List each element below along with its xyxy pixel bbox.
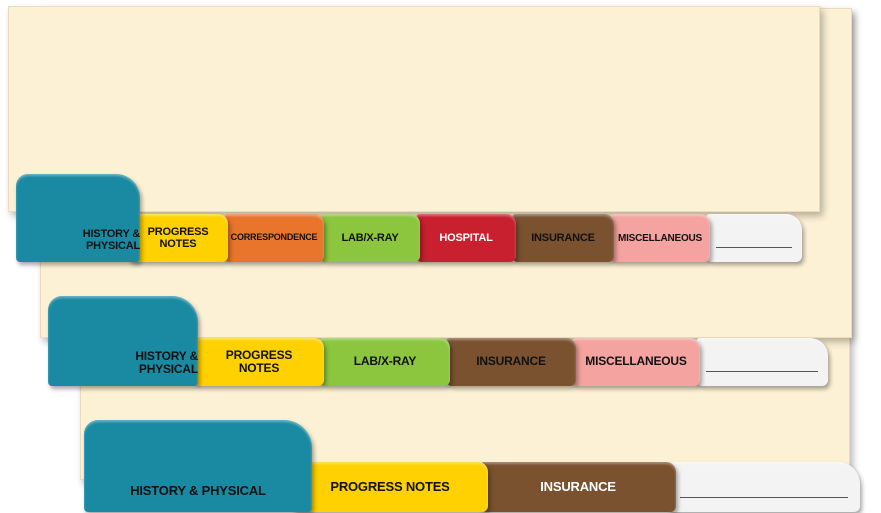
tab-label-line1: PROGRESS — [147, 225, 209, 238]
tab-history-physical-row3[interactable] — [84, 420, 312, 512]
tab-insurance-row3[interactable] — [480, 462, 676, 512]
tab-progress-notes-row3[interactable] — [292, 462, 488, 512]
tab-insurance-row2[interactable] — [446, 338, 576, 386]
tab-label: MISCELLANEOUS — [617, 232, 703, 244]
blank-write-line — [680, 497, 848, 498]
tab-progress-notes-row1[interactable] — [128, 214, 228, 262]
tab-label: CORRESPONDENCE — [230, 232, 318, 243]
tab-label-line1: PROGRESS — [225, 347, 293, 362]
tab-label: INSURANCE — [476, 354, 546, 369]
tab-label-line1: HISTORY & — [82, 227, 140, 240]
tab-label: INSURANCE — [531, 231, 595, 244]
tab-label-line2: NOTES — [238, 361, 280, 375]
tab-label: PROGRESS NOTES — [330, 478, 450, 494]
tab-blank-row2[interactable] — [696, 338, 828, 386]
tab-lab-xray-row2[interactable] — [320, 338, 450, 386]
tab-history-physical-row2[interactable] — [48, 296, 198, 386]
tab-progress-notes-row2[interactable] — [194, 338, 324, 386]
tab-insurance-row1[interactable] — [512, 214, 614, 262]
tab-label: LAB/X-RAY — [353, 354, 417, 369]
tab-miscellaneous-row1[interactable] — [610, 214, 710, 262]
tab-label: INSURANCE — [540, 478, 616, 494]
tab-label: MISCELLANEOUS — [585, 354, 687, 369]
tab-label-line2: PHYSICAL — [138, 361, 198, 376]
blank-write-line — [716, 247, 792, 248]
tab-label: HISTORY & PHYSICAL — [130, 482, 266, 498]
tab-label-line2: NOTES — [159, 238, 197, 250]
blank-write-line — [706, 371, 818, 372]
tab-history-physical-row1[interactable] — [16, 174, 140, 262]
tab-label: HOSPITAL — [439, 231, 493, 244]
tab-hospital-row1[interactable] — [416, 214, 516, 262]
tab-label-line1: HISTORY & — [135, 348, 198, 363]
tab-correspondence-row1[interactable] — [224, 214, 324, 262]
tab-label: LAB/X-RAY — [341, 231, 399, 244]
tab-lab-xray-row1[interactable] — [320, 214, 420, 262]
tab-miscellaneous-row2[interactable] — [572, 338, 700, 386]
tab-blank-row3[interactable] — [668, 462, 860, 512]
tab-blank-row1[interactable] — [706, 214, 802, 262]
tab-label-line2: PHYSICAL — [85, 239, 140, 252]
